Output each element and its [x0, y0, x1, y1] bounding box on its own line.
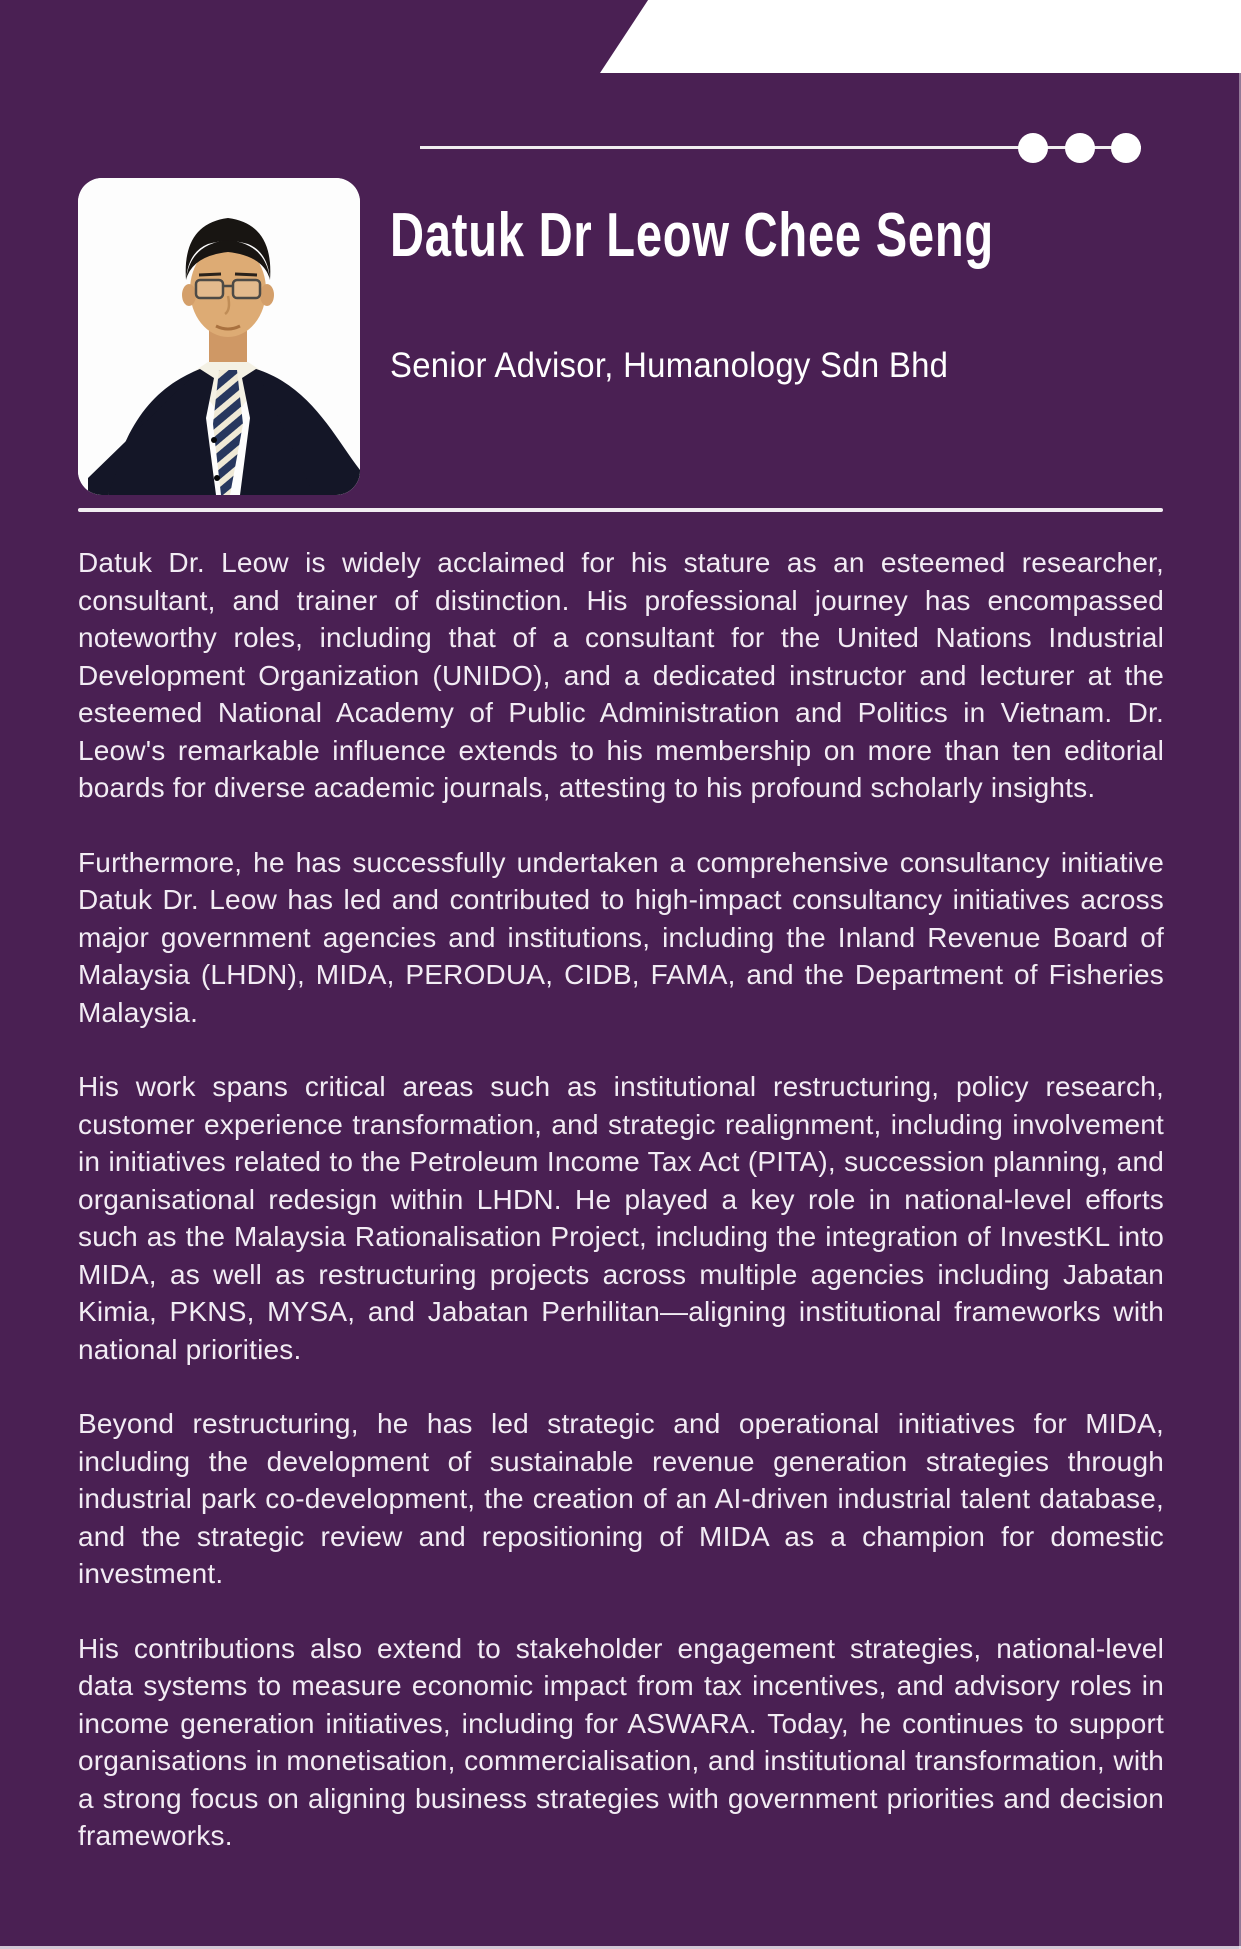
decor-dot-icon [1065, 133, 1095, 163]
decor-dot-icon [1018, 133, 1048, 163]
portrait-illustration [78, 178, 360, 495]
bio-section [78, 544, 1164, 1855]
section-divider [78, 508, 1163, 512]
bio-paragraph: Furthermore, he has successfully undertaken a comprehensive consultancy initiative Datuk Dr. Leow has led and contributed to high-impact consultancy initiatives across major government agencies and institutions, including the Inland Revenue Board of Malaysia (LHDN), MIDA, PERODUA, CIDB, FAMA, and the Department of Fisheries Malaysia. [78, 846, 1164, 1028]
bio-paragraph: His contributions also extend to stakeholder engagement strategies, national-level data systems to measure economic impact from tax incentives, and advisory roles in income generation initiatives, including for ASWARA. Today, he continues to support organisations in monetisation, commercialisation, and institutional transformation, with a strong focus on aligning business strategies with government priorities and decision frameworks. [78, 1632, 1164, 1851]
bio-paragraph: His work spans critical areas such as institutional restructuring, policy research, customer experience transformation, and strategic realignment, including involvement in initiatives related to the Petroleum Income Tax Act (PITA), succession planning, and organisational redesign within LHDN. He played a key role in national-level efforts such as the Malaysia Rationalisation Project, including the integration of InvestKL into MIDA, as well as restructuring projects across multiple agencies including Jabatan Kimia, PKNS, MYSA, and Jabatan Perhilitan—aligning institutional frameworks with national priorities. [78, 1071, 1164, 1365]
decor-dot-icon [1111, 133, 1141, 163]
bio-paragraph: Beyond restructuring, he has led strategic and operational initiatives for MIDA, including the development of sustainable revenue generation strategies through industrial park co-development, the creation of an AI-driven industrial talent database, and the strategic review and repositioning of MIDA as a champion for domestic investment. [78, 1408, 1164, 1589]
profile-name: Datuk Dr Leow Chee Seng [390, 201, 994, 270]
profile-title: Senior Advisor, Humanology Sdn Bhd [390, 346, 949, 385]
bio-paragraph: Datuk Dr. Leow is widely acclaimed for his stature as an esteemed researcher, consultant, and trainer of distinction. His professional journey has encompassed noteworthy roles, including that of a consultant for the United Nations Industrial Development Organization (UNIDO), and a dedicated instructor and lecturer at the esteemed National Academy of Public Administration and Politics in Vietnam. Dr. Leow's remarkable influence extends to his membership on more than ten editorial boards for diverse academic journals, attesting to his profound scholarly insights. [78, 547, 1164, 803]
portrait-photo [78, 178, 360, 495]
top-banner-shape [600, 0, 1241, 73]
